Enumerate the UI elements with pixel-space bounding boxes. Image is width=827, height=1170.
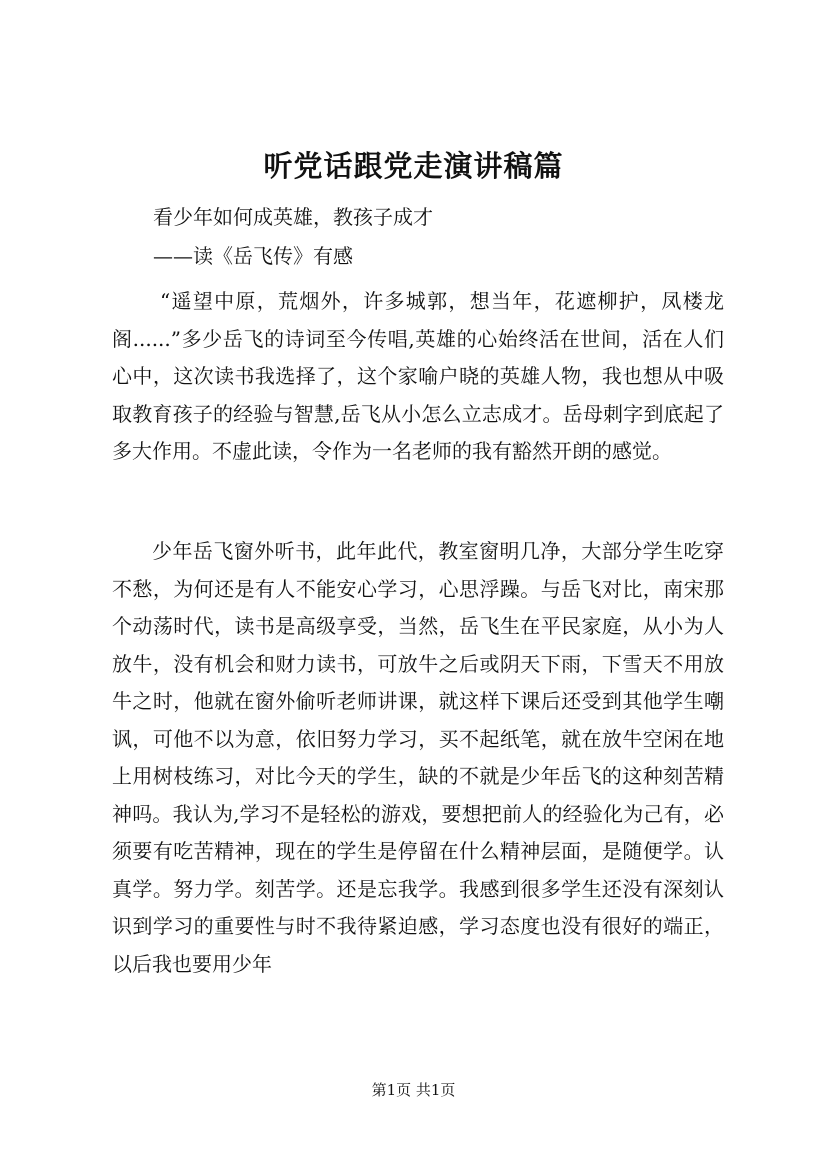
body-paragraph-2: 少年岳飞窗外听书，此年此代，教室窗明几净，大部分学生吃穿不愁，为何还是有人不能安心学习，心思浮躁。与岳飞对比，南宋那个动荡时代，读书是高级享受，当然，岳飞生在平民家庭，从小为人放牛，没有机会和财力读书，可放牛之后或阴天下雨，下雪天不用放牛之时，他就在窗外偷听老师讲课，就这样下课后还受到其他学生嘲讽，可他不以为意，依旧努力学习，买不起纸笔，就在放牛空闲在地上用树枝练习，对比今天的学生，缺的不就是少年岳飞的这种刻苦精神吗。我认为,学习不是轻松的游戏，要想把前人的经验化为己有，必须要有吃苦精神，现在的学生是停留在什么精神层面，是随便学。认真学。努力学。刻苦学。还是忘我学。我感到很多学生还没有深刻认识到学习的重要性与时不我待紧迫感，学习态度也没有很好的端正，以后我也要用少年	[112, 539, 724, 976]
body-paragraph-1: “遥望中原，荒烟外，许多城郭，想当年，花遮柳护，凤楼龙阁......”多少岳飞的诗词至今传唱,英雄的心始终活在世间，活在人们心中，这次读书我选择了，这个家喻户晓的英雄人物，我也想从中吸取教育孩子的经验与智慧,岳飞从小怎么立志成才。岳母刺字到底起了多大作用。不虚此读，令作为一名老师的我有豁然开朗的感觉。	[112, 289, 724, 463]
document-title: 听党话跟党走演讲稿篇	[263, 149, 564, 183]
subtitle-line-2: ——读《岳飞传》有感	[153, 244, 353, 268]
page-number-footer: 第1页 共1页	[371, 1081, 456, 1099]
subtitle-line-1: 看少年如何成英雄，教孩子成才	[153, 205, 433, 229]
